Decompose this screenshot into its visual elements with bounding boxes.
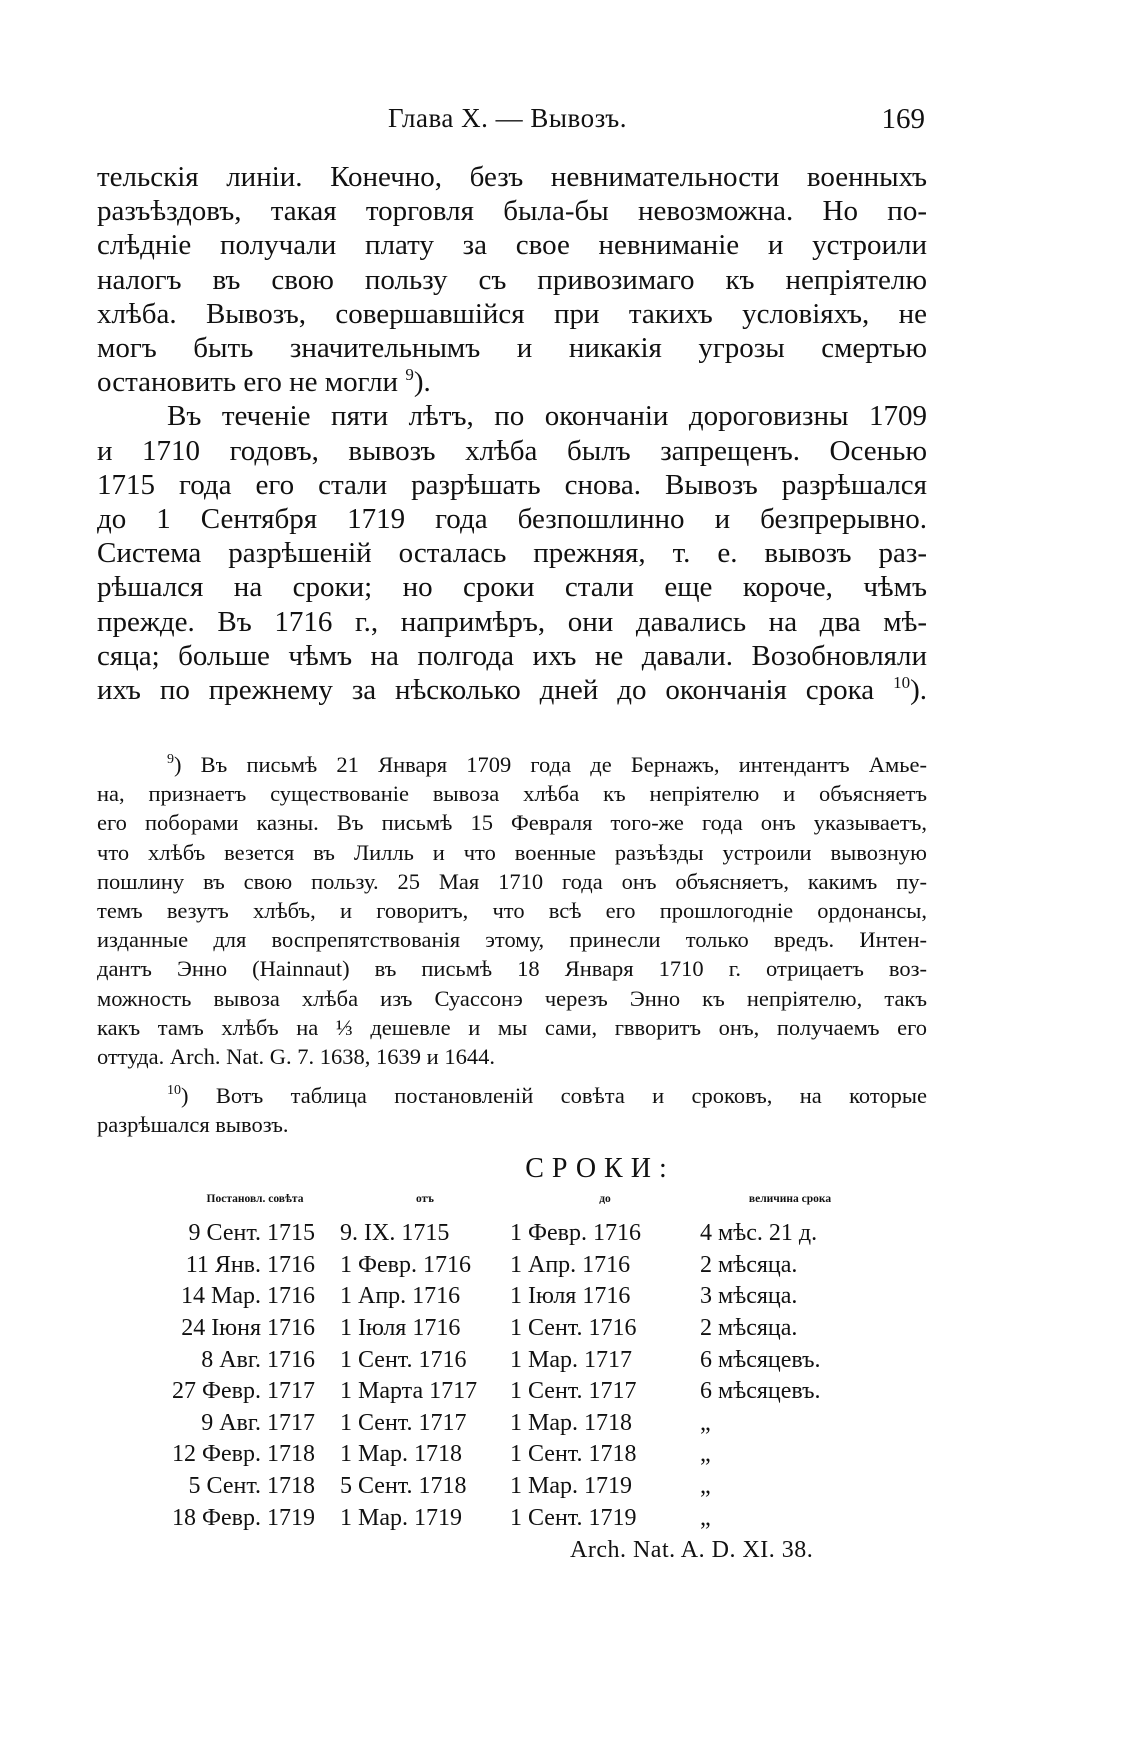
table-cell: 1 Апр. 1716 [510, 1251, 631, 1278]
table-cell: 1 Сент. 1719 [510, 1504, 637, 1531]
text-line: слѣдніе получали плату за свое невниманіе и устроили [97, 229, 927, 262]
table-cell: 1 Февр. 1716 [340, 1251, 471, 1278]
text-line: ихъ по прежнему за нѣсколько дней до окончанія срока $^{10}$). [97, 673, 927, 707]
table-cell: 8 Авг. 1716 [201, 1346, 315, 1373]
text-line: прежде. Въ 1716 г., напримѣръ, они давались на два мѣ- [97, 605, 927, 638]
table-cell: 1 Сент. 1717 [510, 1378, 637, 1405]
footnote-text: ) Въ письмѣ 21 Января 1709 года де Бернажъ, интендантъ Амье- [174, 752, 927, 777]
table-cell: 18 Февр. 1719 [172, 1504, 315, 1531]
footnote-9-line [97, 750, 927, 779]
text-fragment: остановить его не могли [97, 366, 399, 399]
footnote-ref-9: 9 [405, 365, 414, 385]
table-cell: 11 Янв. 1716 [185, 1251, 315, 1278]
table-cell: 1 Мар. 1719 [340, 1504, 462, 1531]
text-line: и 1710 годовъ, вывозъ хлѣба былъ запрещенъ. Осенью [97, 434, 927, 467]
footnote-9-line: оттуда. Arch. Nat. G. 7. 1638, 1639 и 1644. [97, 1044, 495, 1070]
chapter-title: Глава X. — Вывозъ. [387, 103, 628, 133]
text-line: тельскія линіи. Конечно, безъ невнимательности военныхъ [97, 161, 927, 193]
table-cell: 9 Сент. 1715 [188, 1220, 315, 1247]
footnote-9-line: на, признаетъ существованіе вывоза хлѣба къ непріятелю и объясняетъ [97, 781, 927, 807]
table-cell: 24 Іюня 1716 [181, 1315, 315, 1342]
table-row [160, 1376, 880, 1408]
table-row [160, 1281, 880, 1313]
footnote-10-line [97, 1081, 927, 1110]
table-cell: „ [700, 1473, 711, 1500]
table-cell: 5 Сент. 1718 [188, 1473, 315, 1500]
column-header: отъ [416, 1193, 434, 1205]
footnote-ref-10: 10 [893, 673, 911, 693]
table-row [160, 1471, 880, 1503]
table-row [160, 1502, 880, 1534]
footnote-10-marker: 10 [167, 1083, 181, 1099]
column-header: Постановл. совѣта [206, 1193, 304, 1205]
footnote-10-line: разрѣшался вывозъ. [97, 1112, 289, 1138]
table-cell: 1 Іюля 1716 [340, 1315, 461, 1342]
footnote-9-line: пошлину въ свою пользу. 25 Мая 1710 года онъ объясняетъ, какимъ пу- [97, 868, 927, 894]
table-cell: 2 мѣсяца. [700, 1315, 798, 1342]
table-cell: 1 Марта 1717 [340, 1378, 478, 1405]
text-line: хлѣба. Вывозъ, совершавшійся при такихъ условіяхъ, не [97, 297, 927, 330]
footnote-text: ) Вотъ таблица постановленій совѣта и сроковъ, на которые [181, 1083, 927, 1109]
table-cell: 1 Сент. 1718 [510, 1441, 637, 1468]
text-fragment: ихъ по прежнему за нѣсколько дней до окончанія срока [97, 674, 875, 707]
table-cell: 1 Февр. 1716 [510, 1220, 641, 1247]
text-line: могъ быть значительнымъ и никакія угрозы смертью [97, 332, 927, 365]
text-line: разъѣздовъ, такая торговля была-бы невозможна. Но по- [97, 195, 927, 228]
table-row [160, 1344, 880, 1376]
footnote-9-line: изданные для воспрепятствованія этому, принесли только вредъ. Интен- [97, 927, 927, 953]
table-cell: 14 Мар. 1716 [181, 1283, 315, 1310]
table-row [160, 1313, 880, 1345]
table-row [160, 1250, 880, 1282]
table-cell: 1 Мар. 1718 [510, 1409, 632, 1436]
footnote-gap [97, 1071, 927, 1081]
footnotes [97, 750, 927, 1140]
footnote-9-line: что хлѣбъ везется въ Лилль и что военные разъѣзды устроили вывозную [97, 839, 927, 865]
table-cell: 9 Авг. 1717 [201, 1409, 315, 1436]
page-number: 169 [881, 103, 925, 135]
column-header: величина срока [748, 1193, 832, 1205]
table-cell: „ [700, 1441, 711, 1468]
table-cell: 1 Мар. 1717 [510, 1346, 632, 1373]
table-cell: 1 Апр. 1716 [340, 1283, 461, 1310]
table-row [160, 1408, 880, 1440]
text-line: Система разрѣшеній осталась прежняя, т. е. вывозъ раз- [97, 537, 927, 570]
table-row [160, 1218, 880, 1250]
table-cell: 4 мѣс. 21 д. [700, 1220, 818, 1247]
table-header-row [160, 1190, 880, 1218]
column-header: до [599, 1193, 611, 1205]
table-source: Arch. Nat. A. D. XI. 38. [570, 1537, 814, 1563]
terms-table [160, 1190, 880, 1534]
table-cell: 1 Іюля 1716 [510, 1283, 631, 1310]
table-cell: „ [700, 1504, 711, 1531]
table-cell: „ [700, 1409, 711, 1436]
table-cell: 6 мѣсяцевъ. [700, 1378, 821, 1405]
table-cell: 1 Мар. 1719 [510, 1473, 632, 1500]
text-line: до 1 Сентября 1719 года безпошлинно и безпрерывно. [97, 503, 927, 536]
table-cell: 6 мѣсяцевъ. [700, 1346, 821, 1373]
table-cell: 12 Февр. 1718 [172, 1441, 315, 1468]
table-cell: 1 Сент. 1716 [340, 1346, 467, 1373]
text-line: Въ теченіе пяти лѣтъ, по окончаніи дороговизны 1709 [167, 400, 927, 433]
main-text [97, 160, 927, 707]
footnote-9-marker: 9 [167, 752, 174, 767]
table-cell: 27 Февр. 1717 [172, 1378, 315, 1405]
running-header [90, 103, 925, 143]
footnote-9-line: дантъ Энно (Hainnaut) въ письмѣ 18 Января 1710 г. отрицаетъ воз- [97, 956, 927, 982]
footnote-9-line: темъ везутъ хлѣбъ, и говоритъ, что всѣ его прошлогодніе ордонансы, [97, 898, 927, 924]
footnote-9-line: его поборами казны. Въ письмѣ 15 Февраля того-же года онъ указываетъ, [97, 810, 927, 836]
text-line: 1715 года его стали разрѣшать снова. Вывозъ разрѣшался [97, 468, 927, 501]
text-line: остановить его не могли $^9$). [97, 365, 431, 399]
text-line: рѣшался на сроки; но сроки стали еще короче, чѣмъ [97, 571, 927, 604]
table-row [160, 1439, 880, 1471]
table-cell: 1 Сент. 1716 [510, 1315, 637, 1342]
table-cell: 1 Сент. 1717 [340, 1409, 467, 1436]
footnote-9-line: можность вывоза хлѣба изъ Суассонэ черезъ Энно къ непріятелю, такъ [97, 985, 927, 1011]
table-cell: 5 Сент. 1718 [340, 1473, 467, 1500]
footnote-9-line: какъ тамъ хлѣбъ на ⅓ дешевле и мы сами, гвворитъ онъ, получаемъ его [97, 1014, 927, 1040]
text-line: сяца; больше чѣмъ на полгода ихъ не давали. Возобновляли [97, 639, 927, 672]
table-cell: 3 мѣсяца. [700, 1283, 798, 1310]
table-cell: 9. IX. 1715 [340, 1220, 450, 1247]
table-title: СРОКИ: [525, 1153, 675, 1184]
table-cell: 1 Мар. 1718 [340, 1441, 462, 1468]
text-line: налогъ въ свою пользу съ привозимаго къ непріятелю [97, 263, 927, 296]
table-cell: 2 мѣсяца. [700, 1251, 798, 1278]
